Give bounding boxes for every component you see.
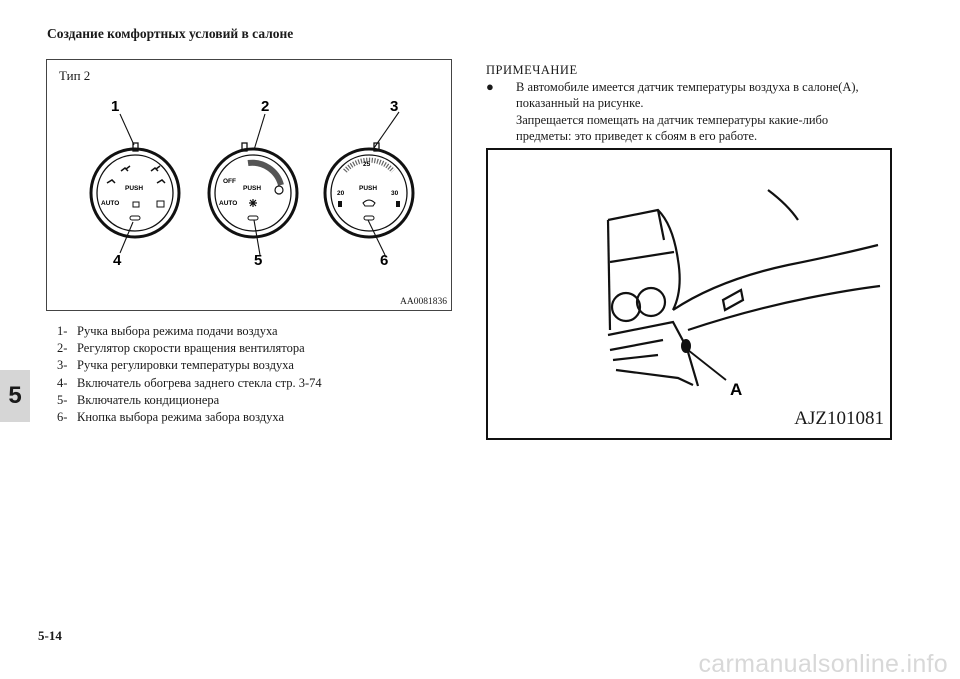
mode-knob-auto-label: AUTO (101, 200, 120, 207)
note-title: ПРИМЕЧАНИЕ (486, 63, 578, 77)
legend-item (57, 392, 322, 409)
legend-item (57, 357, 322, 374)
temp-knob-mid-label: 25 (363, 161, 371, 168)
legend-item-number: 3- (57, 358, 68, 373)
callout-1: 1 (111, 98, 120, 115)
figure-code-right: AJZ101081 (794, 408, 884, 429)
legend-item-text: Включатель кондиционера (77, 392, 220, 407)
callout-3: 3 (390, 98, 399, 115)
fan-knob-off-label: OFF (223, 178, 236, 185)
sensor-location-figure (486, 148, 892, 440)
legend-item-number: 6- (57, 410, 68, 425)
legend-item-text: Регулятор скорости вращения вентилятора (77, 341, 305, 356)
chapter-tab: 5 (0, 370, 30, 422)
mode-knob (91, 143, 179, 237)
callout-6: 6 (380, 252, 389, 269)
note-block (486, 62, 906, 145)
note-line: В автомобиле имеется датчик температуры воздуха в салоне(А), (516, 79, 859, 94)
legend-item (57, 340, 322, 357)
figure-code: AA0081836 (400, 297, 447, 307)
legend-item-text: Ручка выбора режима подачи воздуха (77, 324, 278, 338)
legend-item-text: Кнопка выбора режима забора воздуха (77, 410, 285, 425)
legend-item-text: Ручка регулировки температуры воздуха (77, 358, 294, 373)
fan-knob-push-label: PUSH (243, 185, 262, 192)
note-line: предметы: это приведет к сбоям в его работе. (516, 129, 758, 143)
callout-4: 4 (113, 252, 122, 269)
knobs-illustration (47, 60, 451, 310)
note-line: показанный на рисунке. (516, 96, 644, 110)
legend-item-number: 4- (57, 375, 68, 390)
legend-item-number: 1- (57, 324, 68, 338)
note-bullet-icon: ● (486, 78, 494, 94)
label-a: A (730, 380, 743, 399)
climate-control-figure (46, 59, 452, 311)
page-number: 5-14 (38, 628, 62, 643)
legend-item-number: 2- (57, 341, 68, 356)
legend-item-number: 5- (57, 392, 68, 407)
figure-type-label: Тип 2 (59, 68, 91, 83)
legend-list (57, 323, 322, 426)
callout-lines (120, 112, 399, 255)
watermark: carmanualsonline.info (698, 650, 948, 678)
note-line: Запрещается помещать на датчик температуры какие-либо (516, 112, 829, 127)
callout-5: 5 (254, 252, 263, 269)
temp-knob-push-label: PUSH (359, 185, 378, 192)
temp-knob-high-label: 30 (391, 190, 399, 197)
legend-item-text: Включатель обогрева заднего стекла стр. 3-74 (77, 375, 322, 390)
temp-knob-low-label: 20 (337, 190, 345, 197)
fan-knob-auto-label: AUTO (219, 200, 238, 207)
legend-item (57, 323, 322, 340)
legend-item (57, 375, 322, 392)
mode-knob-push-label: PUSH (125, 185, 144, 192)
legend-item (57, 409, 322, 426)
dashboard-illustration (488, 150, 890, 438)
page-header-title: Создание комфортных условий в салоне (47, 26, 294, 41)
fan-speed-knob (209, 143, 297, 237)
callout-2: 2 (261, 98, 270, 115)
